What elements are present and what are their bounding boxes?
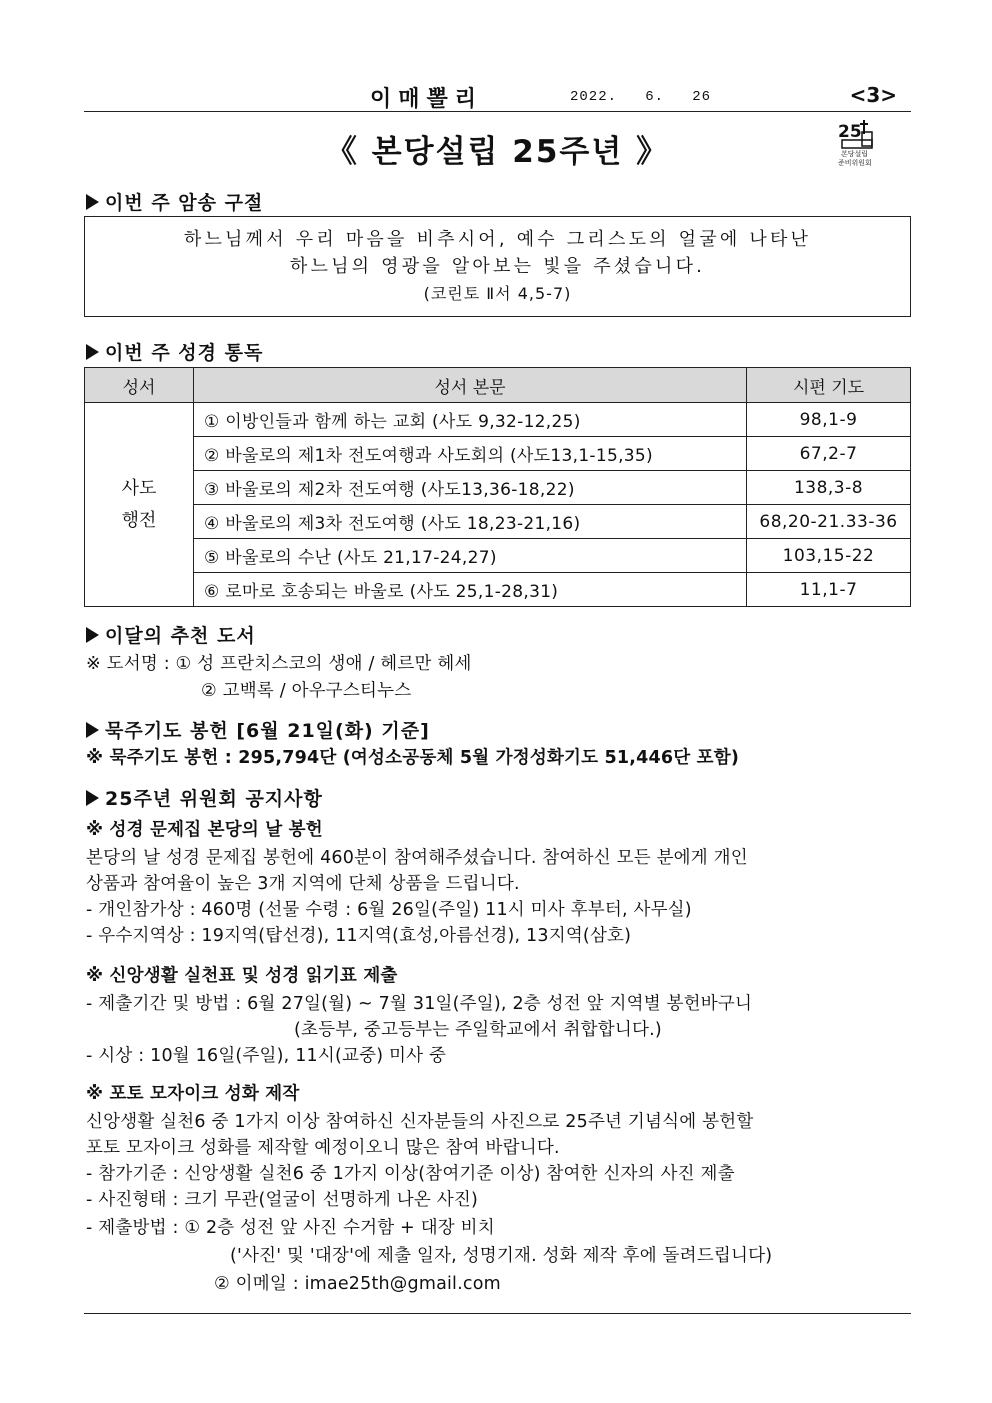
psalm-cell: 67,2-7 — [747, 437, 911, 471]
mosaic-heading: ※ 포토 모자이크 성화 제작 — [86, 1084, 300, 1104]
table-header-row — [85, 368, 911, 403]
verse-reference: (코린토 Ⅱ서 4,5-7) — [423, 284, 572, 303]
rosary-heading: 묵주기도 봉헌 [6월 21일(화) 기준] — [86, 716, 430, 743]
table-row — [85, 403, 911, 437]
books-heading: 이달의 추천 도서 — [86, 621, 256, 648]
bible-reading-heading: 이번 주 성경 통독 — [86, 338, 263, 365]
rosary-total: ※ 묵주기도 봉헌 : 295,794단 (여성소공동체 5월 가정성화기도 51,446단 포함) — [86, 748, 740, 768]
mosaic-line-4: - 사진형태 : 크기 무관(얼굴이 선명하게 나온 사진) — [86, 1190, 478, 1210]
table-row — [85, 573, 911, 607]
verse-line-2: 하느님의 영광을 알아보는 빛을 주셨습니다. — [289, 256, 706, 277]
triangle-bullet-icon — [86, 722, 99, 738]
page-header — [84, 82, 911, 112]
column-header: 시편 기도 — [747, 368, 911, 403]
mosaic-line-3: - 참가기준 : 신앙생활 실천6 중 1가지 이상(참여기준 이상) 참여한 신자의 사진 제출 — [86, 1164, 735, 1184]
table-row — [85, 539, 911, 573]
psalm-cell: 138,3-8 — [747, 471, 911, 505]
quiz-line-2: 상품과 참여율이 높은 3개 지역에 단체 상품을 드립니다. — [86, 874, 520, 894]
psalm-cell: 98,1-9 — [747, 403, 911, 437]
header-divider — [84, 111, 911, 112]
logo-caption-2: 준비위원회 — [838, 159, 872, 167]
psalm-cell: 103,15-22 — [747, 539, 911, 573]
memory-verse-box — [84, 216, 911, 317]
newsletter-name: 이매뽈리 — [370, 87, 484, 112]
book-line-1: ※ 도서명 : ① 성 프란치스코의 생애 / 헤르만 헤세 — [86, 654, 472, 674]
psalm-cell: 68,20-21.33-36 — [747, 505, 911, 539]
reading-text-cell: ④ 바울로의 제3차 전도여행 (사도 18,23-21,16) — [194, 505, 747, 539]
faith-line-3: - 시상 : 10월 16일(주일), 11시(교중) 미사 중 — [86, 1046, 447, 1066]
psalm-cell: 11,1-7 — [747, 573, 911, 607]
triangle-bullet-icon — [86, 194, 99, 210]
notices-heading: 25주년 위원회 공지사항 — [86, 784, 323, 811]
table-row — [85, 437, 911, 471]
quiz-heading: ※ 성경 문제집 본당의 날 봉헌 — [86, 820, 323, 840]
faith-line-1: - 제출기간 및 방법 : 6월 27일(월) ~ 7월 31일(주일), 2층 성전 앞 지역별 봉헌바구니 — [86, 994, 753, 1014]
quiz-line-1: 본당의 날 성경 문제집 봉헌에 460분이 참여해주셨습니다. 참여하신 모든 분에게 개인 — [86, 848, 748, 868]
verse-line-1: 하느님께서 우리 마음을 비추시어, 예수 그리스도의 얼굴에 나타난 — [183, 229, 812, 250]
memory-verse-heading: 이번 주 암송 구절 — [86, 188, 263, 215]
issue-date: 2022. 6. 26 — [570, 89, 712, 105]
table-row — [85, 471, 911, 505]
page-title: 《 본당설립 25주년 》 — [325, 134, 670, 170]
bible-reading-table — [84, 367, 911, 607]
reading-text-cell: ⑤ 바울로의 수난 (사도 21,17-24,27) — [194, 539, 747, 573]
faith-line-2: (초등부, 중고등부는 주일학교에서 취합합니다.) — [294, 1020, 662, 1040]
logo-caption-1: 본당설립 — [841, 150, 869, 158]
page-number: <3> — [849, 83, 897, 107]
mosaic-line-5: - 제출방법 : ① 2층 성전 앞 사진 수거함 + 대장 비치 — [86, 1218, 495, 1238]
anniversary-logo — [836, 118, 902, 168]
table-row — [85, 505, 911, 539]
quiz-line-4: - 우수지역상 : 19지역(탑선경), 11지역(효성,아름선경), 13지역(삼호) — [86, 926, 632, 946]
mosaic-line-2: 포토 모자이크 성화를 제작할 예정이오니 많은 참여 바랍니다. — [86, 1138, 560, 1158]
triangle-bullet-icon — [86, 344, 99, 360]
triangle-bullet-icon — [86, 790, 99, 806]
quiz-line-3: - 개인참가상 : 460명 (선물 수령 : 6월 26일(주일) 11시 미사 후부터, 사무실) — [86, 900, 692, 920]
book-name-line-1: 사도 — [121, 477, 157, 499]
book-name-line-2: 행전 — [121, 509, 157, 531]
reading-text-cell: ③ 바울로의 제2차 전도여행 (사도13,36-18,22) — [194, 471, 747, 505]
mosaic-line-6: ('사진' 및 '대장'에 제출 일자, 성명기재. 성화 제작 후에 돌려드립니다) — [230, 1246, 773, 1266]
footer-divider — [84, 1313, 911, 1314]
mosaic-line-1: 신앙생활 실천6 중 1가지 이상 참여하신 신자분들의 사진으로 25주년 기념식에 봉헌할 — [86, 1112, 754, 1132]
reading-text-cell: ⑥ 로마로 호송되는 바울로 (사도 25,1-28,31) — [194, 573, 747, 607]
column-header: 성서 — [85, 368, 194, 403]
faith-heading: ※ 신앙생활 실천표 및 성경 읽기표 제출 — [86, 966, 398, 986]
book-line-2: ② 고백록 / 아우구스티누스 — [201, 681, 412, 701]
logo-number: 25 — [838, 122, 862, 142]
mosaic-email-line[interactable]: ② 이메일 : imae25th@gmail.com — [214, 1274, 501, 1294]
column-header: 성서 본문 — [194, 368, 747, 403]
book-name-cell — [85, 403, 194, 607]
triangle-bullet-icon — [86, 627, 99, 643]
reading-text-cell: ① 이방인들과 함께 하는 교회 (사도 9,32-12,25) — [194, 403, 747, 437]
reading-text-cell: ② 바울로의 제1차 전도여행과 사도회의 (사도13,1-15,35) — [194, 437, 747, 471]
